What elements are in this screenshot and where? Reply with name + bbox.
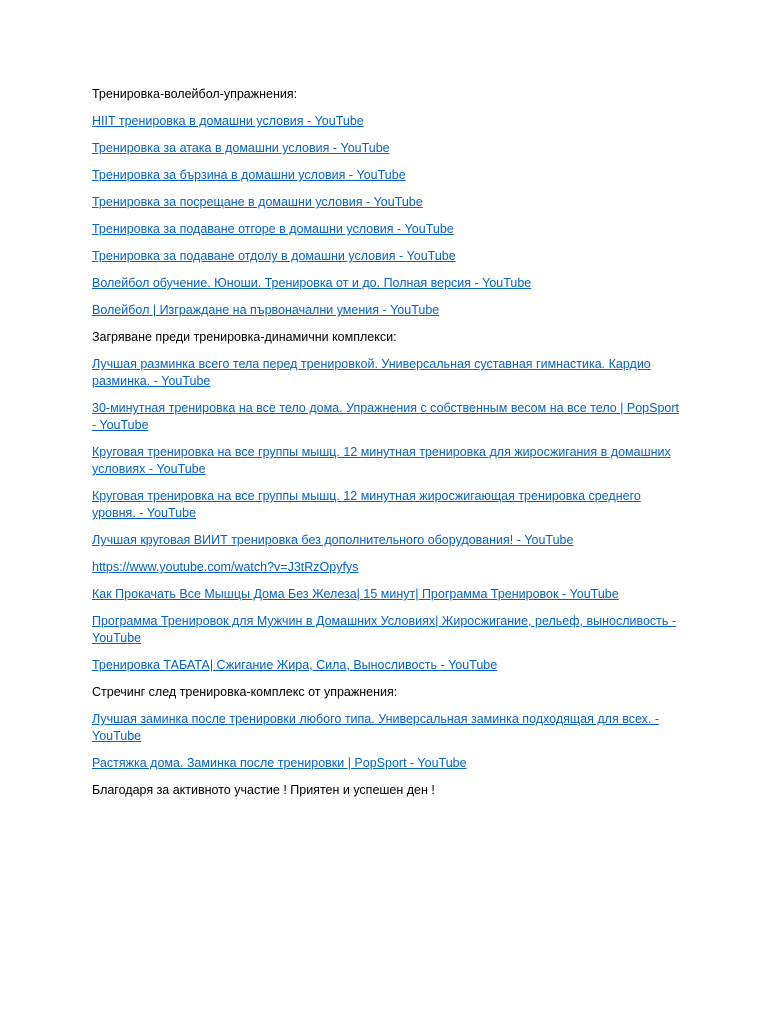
link-underhand-serve-training[interactable]: Тренировка за подаване отдолу в домашни условия - YouTube — [92, 249, 456, 263]
document-page — [92, 86, 682, 809]
link-stretching-home[interactable]: Растяжка дома. Заминка после тренировки | PopSport - YouTube — [92, 756, 467, 770]
link-cooldown-any-type[interactable]: Лучшая заминка после тренировки любого типа. Универсальная заминка подходящая для всех. - YouTube — [92, 712, 659, 743]
closing-message: Благодаря за активното участие ! Приятен и успешен ден ! — [92, 783, 435, 797]
section-heading-volleyball: Тренировка-волейбол-упражнения: — [92, 87, 298, 101]
link-hiit-circuit-no-equipment[interactable]: Лучшая круговая ВИИТ тренировка без дополнительного оборудования! - YouTube — [92, 533, 574, 547]
link-overhand-serve-training[interactable]: Тренировка за подаване отгоре в домашни условия - YouTube — [92, 222, 454, 236]
link-men-home-program[interactable]: Программа Тренировок для Мужчин в Домашних Условиях| Жиросжигание, рельеф, выносливость - YouTube — [92, 614, 677, 645]
link-hiit-training[interactable]: HIIT тренировка в домашни условия - YouTube — [92, 114, 364, 128]
link-speed-training[interactable]: Тренировка за бързина в домашни условия - YouTube — [92, 168, 406, 182]
link-volleyball-basic-skills[interactable]: Волейбол | Изграждане на първоначални умения - YouTube — [92, 303, 440, 317]
link-pump-all-muscles[interactable]: Как Прокачать Все Мышцы Дома Без Железа| 15 минут| Программа Тренировок - YouTube — [92, 587, 619, 601]
link-30-min-full-body[interactable]: 30-минутная тренировка на все тело дома. Упражнения с собственным весом на все тело | PopSport - YouTube — [92, 401, 680, 432]
link-youtube-url[interactable]: https://www.youtube.com/watch?v=J3tRzOpyfys — [92, 560, 359, 574]
link-circuit-intermediate[interactable]: Круговая тренировка на все группы мышц. 12 минутная жиросжигающая тренировка среднего уровня. - YouTube — [92, 489, 641, 520]
link-attack-training[interactable]: Тренировка за атака в домашни условия - YouTube — [92, 141, 390, 155]
link-full-body-warmup[interactable]: Лучшая разминка всего тела перед тренировкой. Универсальная суставная гимнастика. Кардио разминка. - YouTube — [92, 357, 651, 388]
section-heading-warmup: Загряване преди тренировка-динамични комплекси: — [92, 330, 397, 344]
link-volleyball-youth-training[interactable]: Волейбол обучение. Юноши. Тренировка от и до. Полная версия - YouTube — [92, 276, 532, 290]
link-reception-training[interactable]: Тренировка за посрещане в домашни условия - YouTube — [92, 195, 423, 209]
link-circuit-fat-burning[interactable]: Круговая тренировка на все группы мышц. 12 минутная тренировка для жиросжигания в домашних условиях - YouTube — [92, 445, 671, 476]
link-tabata-training[interactable]: Тренировка ТАБАТА| Сжигание Жира, Сила, Выносливость - YouTube — [92, 658, 498, 672]
section-heading-stretching: Стречинг след тренировка-комплекс от упражнения: — [92, 685, 398, 699]
